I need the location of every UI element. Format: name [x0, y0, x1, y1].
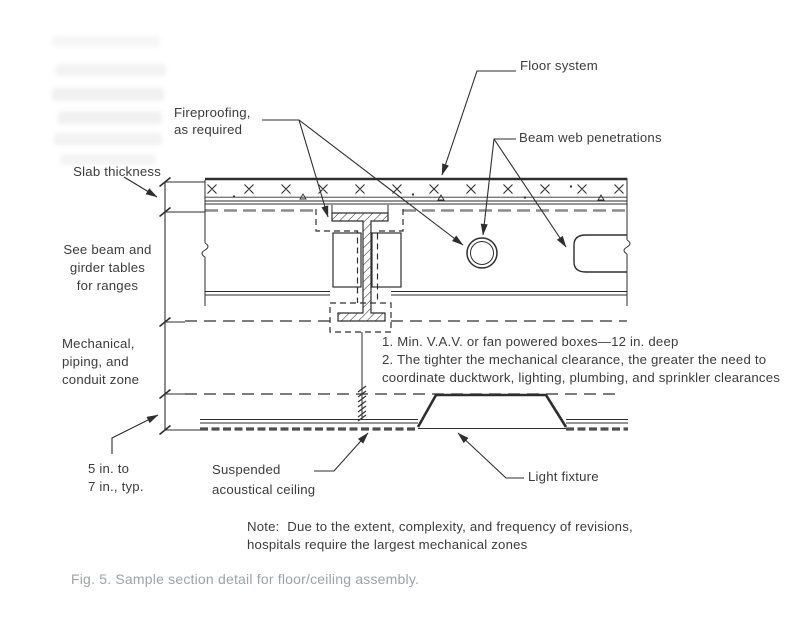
connection-plate-left	[333, 233, 361, 287]
leader-penetration-circle	[483, 139, 516, 235]
leader-ceiling-dimension	[112, 415, 158, 454]
flange-to-deck-stubs	[332, 205, 388, 213]
left-break-symbol	[202, 243, 208, 257]
label-fireproofing: Fireproofing, as required	[174, 105, 251, 137]
leader-suspended-ceiling	[314, 433, 368, 471]
label-slab-thickness: Slab thickness	[73, 164, 161, 179]
leader-fireproofing-penetration	[299, 120, 463, 245]
web-penetration-circle	[467, 238, 497, 268]
label-light-fixture: Light fixture	[528, 469, 599, 484]
metal-deck-lines	[205, 197, 627, 204]
web-penetration-slot	[574, 235, 627, 272]
bottom-note: Note: Due to the extent, complexity, and frequency of revisions, hospitals require the largest mechanical zones	[247, 519, 633, 552]
leader-floor-system	[442, 71, 516, 175]
dimension-line	[160, 178, 206, 435]
leader-slab-thickness	[124, 177, 157, 197]
girder-web-lines	[205, 292, 627, 296]
label-beam-girder-tables: See beam and girder tables for ranges	[63, 242, 152, 293]
concrete-x-symbols	[208, 185, 624, 194]
ceiling-hanger	[358, 332, 366, 421]
label-floor-system: Floor system	[520, 58, 598, 73]
label-beam-web-penetrations: Beam web penetrations	[519, 130, 662, 145]
label-ceiling-dimension: 5 in. to 7 in., typ.	[88, 461, 144, 494]
label-mechanical-zone: Mechanical, piping, and conduit zone	[62, 336, 140, 387]
leader-light-fixture	[458, 433, 524, 478]
connection-plate-right	[372, 233, 401, 287]
diagram-notes: 1. Min. V.A.V. or fan powered boxes—12 in. deep 2. The tighter the mechanical clearance, the greater the need to coordinate ducktwork, lighting, plumbing, and sprinkler clearances	[382, 334, 781, 385]
label-suspended-ceiling: Suspended acoustical ceiling	[212, 462, 316, 497]
extension-lines	[165, 182, 205, 430]
floor-slab	[205, 179, 627, 211]
figure-caption: Fig. 5. Sample section detail for floor/ceiling assembly.	[71, 571, 420, 587]
leader-penetration-slot	[494, 139, 566, 247]
light-fixture-shape	[418, 395, 566, 429]
right-break-symbol	[624, 240, 630, 254]
